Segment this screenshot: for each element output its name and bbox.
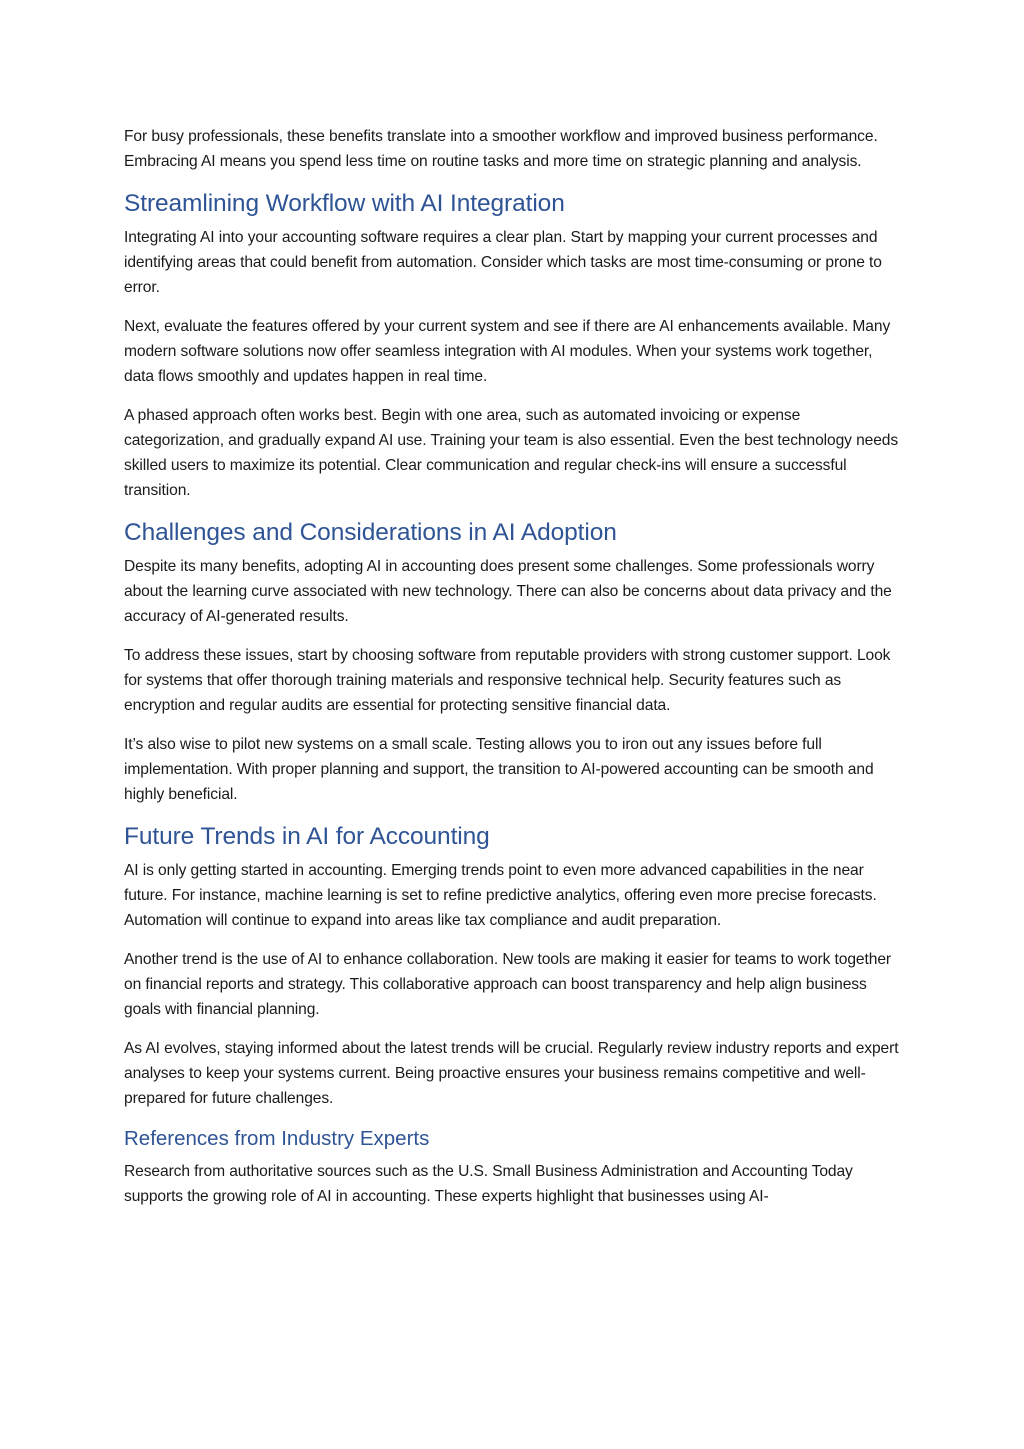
intro-paragraph: For busy professionals, these benefits translate into a smoother workflow and improved business performance. Embracing AI means you spend less time on routine tasks and more time on strategic planning and analysis.	[124, 128, 878, 170]
section-paragraph: Integrating AI into your accounting software requires a clear plan. Start by mapping your current processes and identifying areas that could benefit from automation. Consider which tasks are most time-consuming or prone to error.	[124, 229, 882, 296]
section-paragraph: It’s also wise to pilot new systems on a small scale. Testing allows you to iron out any issues before full implementation. With proper planning and support, the transition to AI-powered accounting can be smooth and highly beneficial.	[124, 736, 874, 803]
section-streamlining-workflow	[124, 188, 904, 503]
section-paragraph: Next, evaluate the features offered by your current system and see if there are AI enhancements available. Many modern software solutions now offer seamless integration with AI modules. When your systems work together, data flows smoothly and updates happen in real time.	[124, 318, 891, 385]
subsection-heading: References from Industry Experts	[124, 1127, 430, 1150]
section-paragraph: AI is only getting started in accounting. Emerging trends point to even more advanced capabilities in the near future. For instance, machine learning is set to refine predictive analytics, offering even more precise forecasts. Automation will continue to expand into areas like tax compliance and audit preparation.	[124, 862, 877, 929]
subsection-paragraph: Research from authoritative sources such as the U.S. Small Business Administration and Accounting Today supports the growing role of AI in accounting. These experts highlight that businesses using AI-	[124, 1163, 853, 1205]
section-paragraph: As AI evolves, staying informed about the latest trends will be crucial. Regularly review industry reports and expert analyses to keep your systems current. Being proactive ensures your business remains competitive and well-prepared for future challenges.	[124, 1040, 899, 1107]
subsection-references	[124, 1125, 904, 1209]
section-heading: Future Trends in AI for Accounting	[124, 823, 490, 850]
section-heading: Streamlining Workflow with AI Integration	[124, 190, 565, 217]
section-paragraph: Another trend is the use of AI to enhance collaboration. New tools are making it easier for teams to work together on financial reports and strategy. This collaborative approach can boost transparency and help align business goals with financial planning.	[124, 951, 891, 1018]
section-heading: Challenges and Considerations in AI Adoption	[124, 519, 617, 546]
section-paragraph: A phased approach often works best. Begin with one area, such as automated invoicing or expense categorization, and gradually expand AI use. Training your team is also essential. Even the best technology needs skilled users to maximize its potential. Clear communication and regular check-ins will ensure a successful transition.	[124, 407, 899, 499]
section-paragraph: Despite its many benefits, adopting AI in accounting does present some challenges. Some professionals worry about the learning curve associated with new technology. There can also be concerns about data privacy and the accuracy of AI-generated results.	[124, 558, 892, 625]
section-challenges	[124, 517, 904, 807]
section-paragraph: To address these issues, start by choosing software from reputable providers with strong customer support. Look for systems that offer thorough training materials and responsive technical help. Security features such as encryption and regular audits are essential for protecting sensitive financial data.	[124, 647, 891, 714]
section-future-trends	[124, 821, 904, 1111]
document-page	[124, 124, 904, 1223]
